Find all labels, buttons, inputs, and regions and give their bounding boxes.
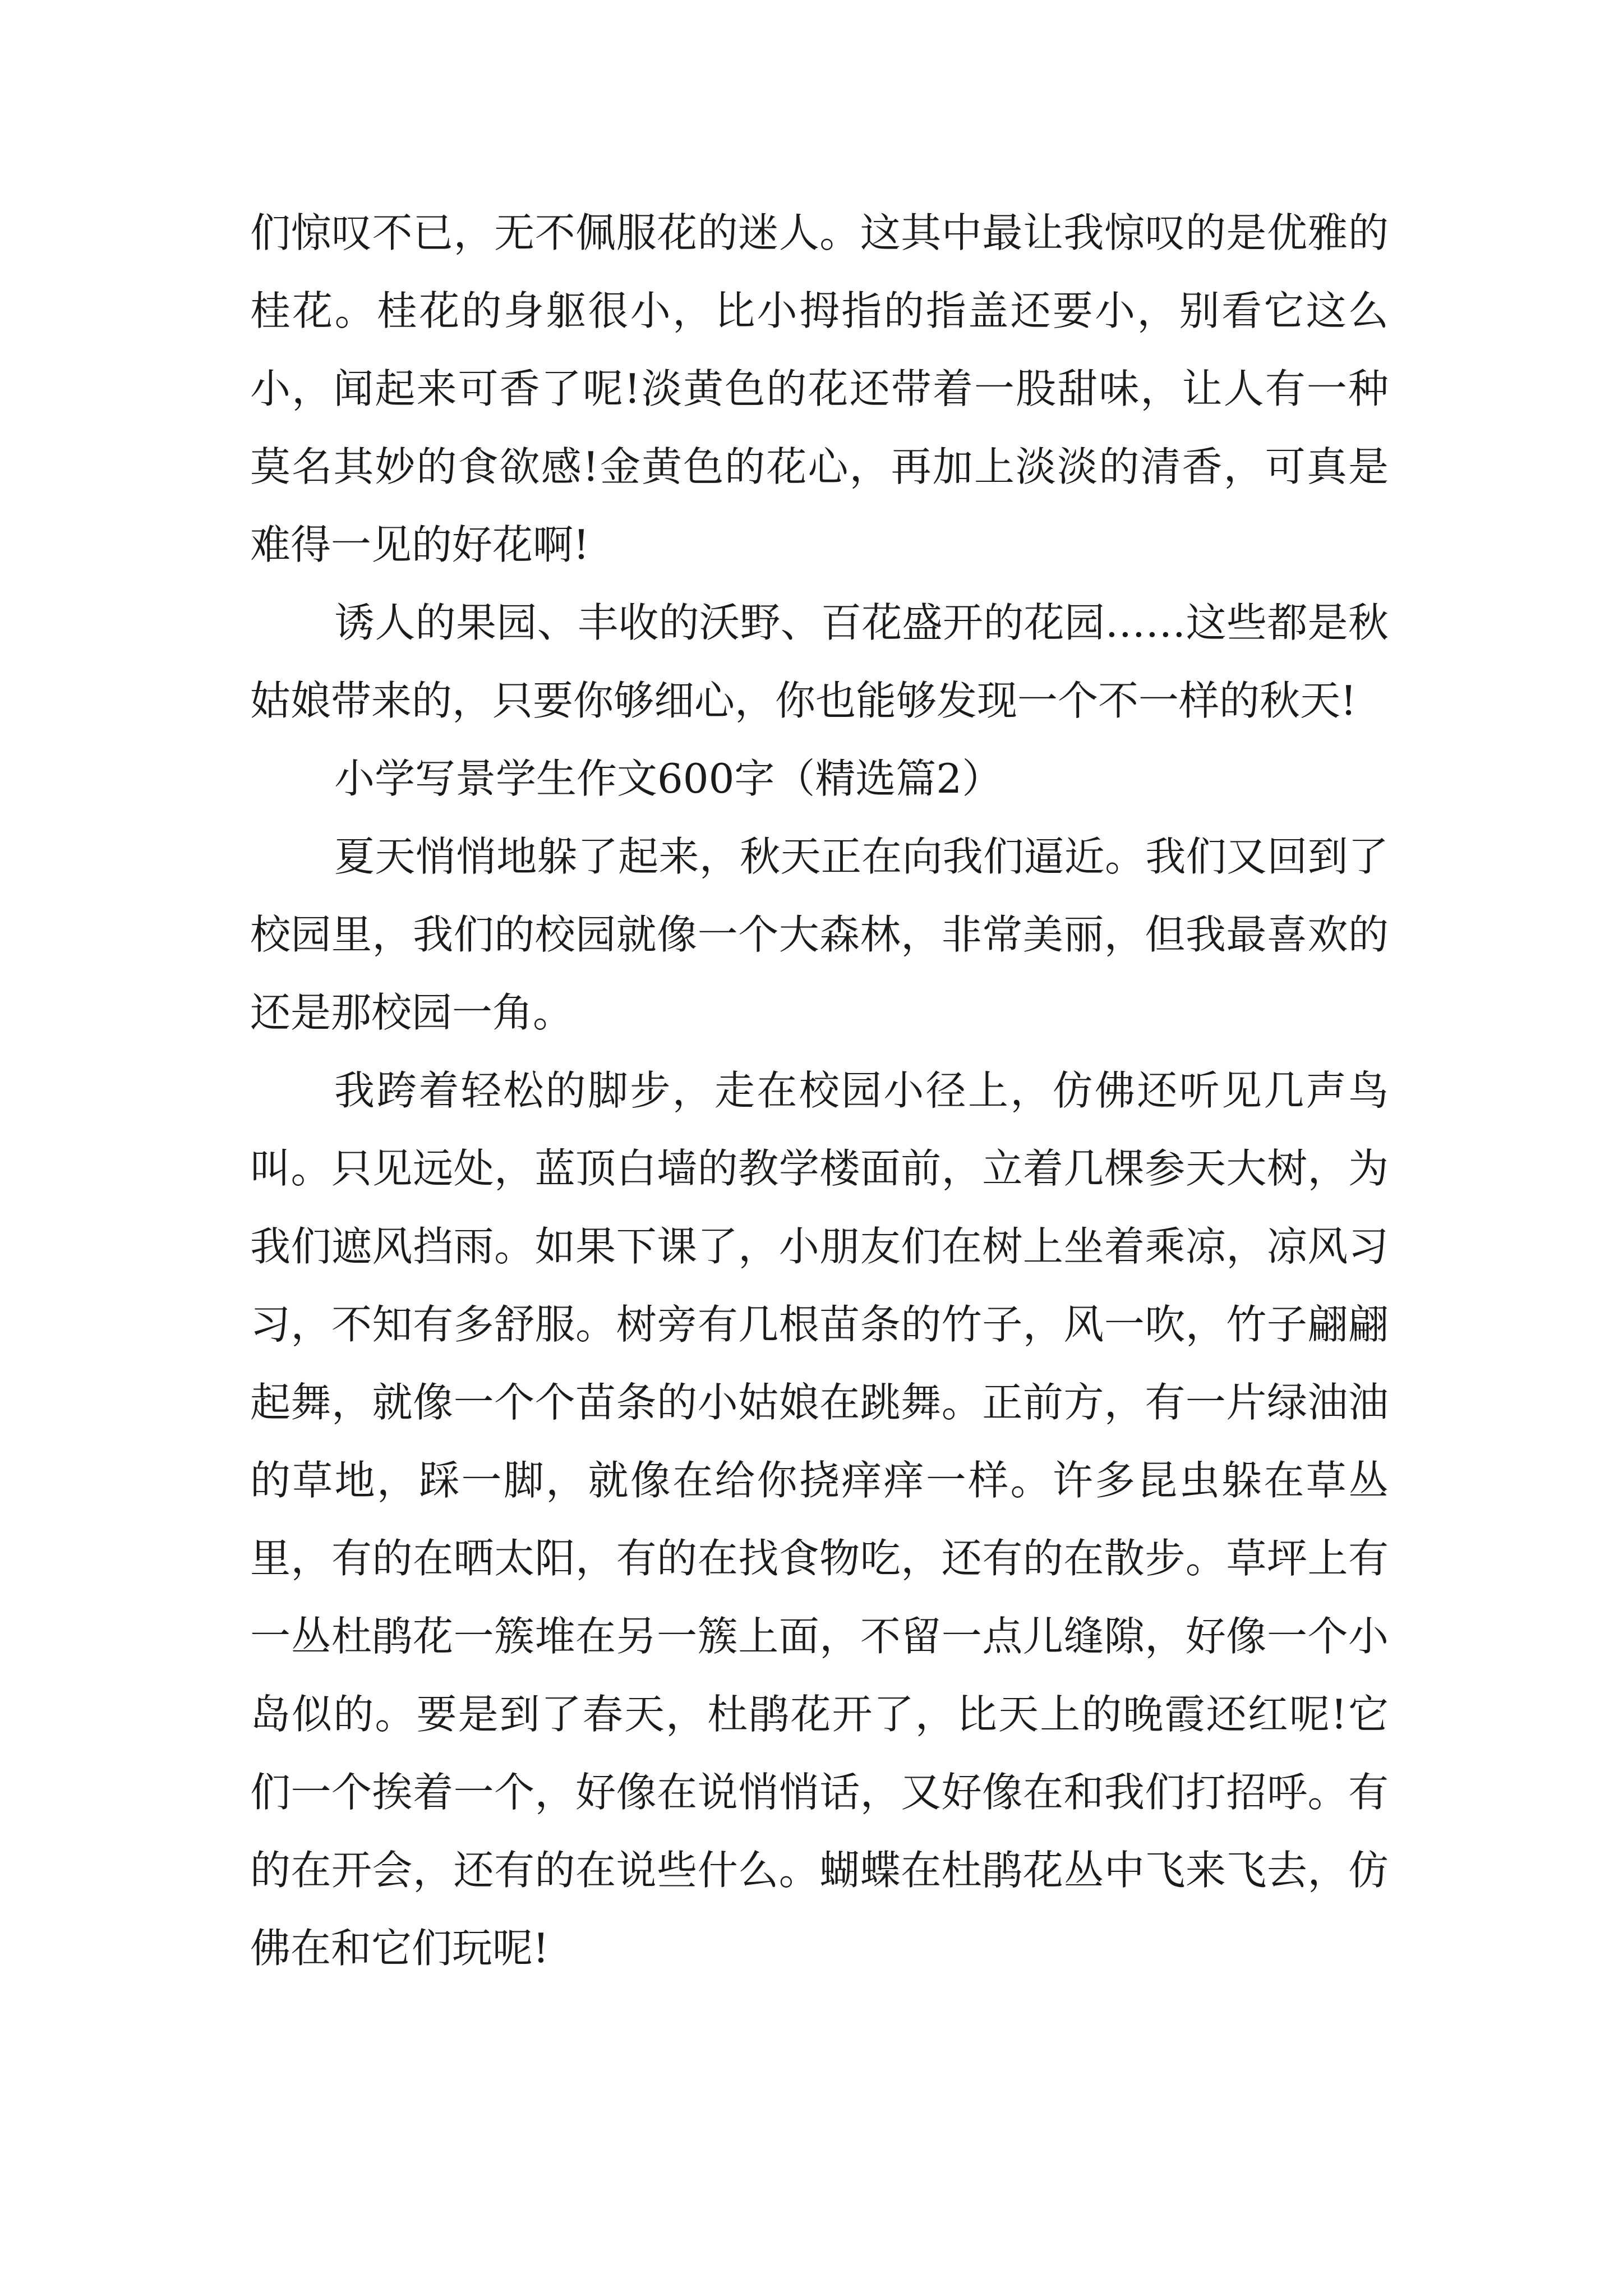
document-body: [250, 194, 1389, 1987]
paragraph-autumn-conclusion: 诱人的果园、丰收的沃野、百花盛开的花园……这些都是秋姑娘带来的，只要你够细心，你也能够发现一个不一样的秋天!: [250, 599, 1389, 724]
paragraph-continuation: 们惊叹不已，无不佩服花的迷人。这其中最让我惊叹的是优雅的桂花。桂花的身躯很小，比小拇指的指盖还要小，别看它这么小，闻起来可香了呢!淡黄色的花还带着一股甜味，让人有一种莫名其妙的食欲感!金黄色的花心，再加上淡淡的清香，可真是难得一见的好花啊!: [250, 209, 1389, 568]
essay-heading: 小学写景学生作文600字（精选篇2）: [334, 755, 1003, 802]
paragraph-intro: 夏天悄悄地躲了起来，秋天正在向我们逼近。我们又回到了校园里，我们的校园就像一个大森林，非常美丽，但我最喜欢的还是那校园一角。: [250, 833, 1389, 1036]
paragraph-campus-scene: 我跨着轻松的脚步，走在校园小径上，仿佛还听见几声鸟叫。只见远处，蓝顶白墙的教学楼面前，立着几棵参天大树，为我们遮风挡雨。如果下课了，小朋友们在树上坐着乘凉，凉风习习，不知有多舒服。树旁有几根苗条的竹子，风一吹，竹子翩翩起舞，就像一个个苗条的小姑娘在跳舞。正前方，有一片绿油油的草地，踩一脚，就像在给你挠痒痒一样。许多昆虫躲在草丛里，有的在晒太阳，有的在找食物吃，还有的在散步。草坪上有一丛杜鹃花一簇堆在另一簇上面，不留一点儿缝隙，好像一个小岛似的。要是到了春天，杜鹃花开了，比天上的晚霞还红呢!它们一个挨着一个，好像在说悄悄话，又好像在和我们打招呼。有的在开会，还有的在说些什么。蝴蝶在杜鹃花丛中飞来飞去，仿佛在和它们玩呢!: [250, 1067, 1389, 1972]
